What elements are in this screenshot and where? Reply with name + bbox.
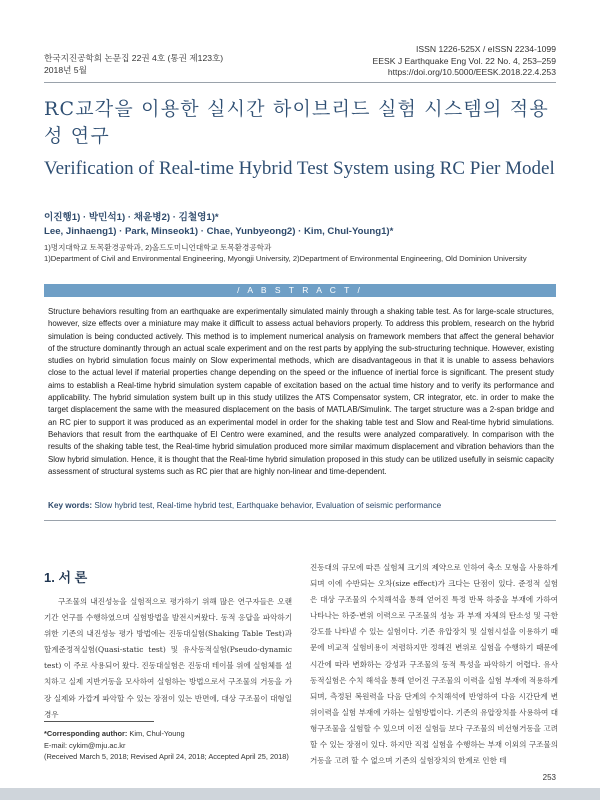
journal-name-en: EESK J Earthquake Eng Vol. 22 No. 4, 253–259: [372, 55, 556, 66]
corresponding-label: *Corresponding author:: [44, 729, 128, 738]
title-korean: RC교각을 이용한 실시간 하이브리드 실험 시스템의 적용성 연구: [44, 98, 549, 147]
keywords: [48, 501, 441, 510]
authors-english: Lee, Jinhaeng1) · Park, Minseok1) · Chae, Yunbyeong2) · Kim, Chul-Young1)*: [44, 226, 394, 237]
title-english: Verification of Real-time Hybrid Test System using RC Pier Model: [44, 158, 555, 179]
issn: ISSN 1226-525X / eISSN 2234-1099: [416, 44, 556, 54]
corresponding-name: Kim, Chul-Young: [127, 729, 185, 738]
body-text-right-column: 진동대의 규모에 따른 실험체 크기의 제약으로 인하여 축소 모형을 사용하게 되며 이에 수반되는 오차(size effect)가 크다는 단점이 있다. 준정적 실험은 대상 구조물의 수치해석을 통해 얻어진 특정 반복 하중을 부재에 가하여 나타나는 하중-변위 이력으로 구조물의 성능 과 부재 자체의 탄소성 및 극한 강도를 나타낼 수 있는 실험이다. 기존 유압장치 및 실험시설을 이용하기 때문에 비교적 실험비용이 저렴하지만 정해진 변위로 실험을 수행하기 때문에 시간에 따라 변화하는 강성과 구조물의 동적 특성을 파악하기 어렵다. 유사동적실험은 수치 해석을 통해 얻어진 구조물의 이력을 실험 부재에 적용하게 되며, 측정된 복원력을 다음 단계의 수치해석에 반영하여 다음 시간단계 변위이력을 실험 부재에 가하는 실험방법이다. 기존의 유압장치를 사용하여 대형구조물을 실험할 수 있으며 이전 실험들 보다 구조물의 비선형거동을 고려할 수 있는 장점이 있다. 하지만 직접 실험을 수행하는 부재 이외의 구조물의 거동을 고려 할 수 없으며 기존의 실험장치의 한계로 인한 테: [310, 563, 558, 766]
body-text-left-column: 구조물의 내진성능을 실험적으로 평가하기 위해 많은 연구자들은 오랜 기간 연구를 수행하였으며 실험방법을 발전시켜왔다. 동적 응답을 파악하기 위한 기존의 내진성능 평가 방법에는 진동대실험(Shaking Table Test)과 할계준정적실험(Quasi-static test) 및 유사동적실험(Pseudo-dynamic test) 이 주로 사용되어 왔다. 진동대실험은 진동대 테이블 위에 실험체를 설치하고 실제 지반거동을 모사하여 실험하는 방법으로서 구조물의 거동을 가장 실제와 가깝게 파악할 수 있는 장점이 있는 반면에, 대상 구조물이 대형일 경우: [44, 597, 292, 719]
header-divider: [44, 82, 556, 83]
journal-header-ko: [44, 52, 223, 76]
page-number: 253: [542, 773, 556, 782]
affiliation-korean: 1)명지대학교 토목환경공학과, 2)올드도미니언대학교 토목환경공학과: [44, 243, 272, 252]
journal-name-ko: 한국지진공학회 논문집 22권 4호 (통권 제123호): [44, 53, 224, 63]
received-dates: (Received March 5, 2018; Revised April 24, 2018; Accepted April 25, 2018): [44, 752, 289, 761]
keywords-list: Slow hybrid test, Real-time hybrid test, Earthquake behavior, Evaluation of seismic performance: [94, 501, 442, 510]
footnote: [44, 728, 289, 763]
footnote-divider: [44, 721, 154, 722]
corresponding-author: [44, 728, 289, 740]
section-heading-introduction: 1. 서 론: [44, 570, 88, 585]
author-email[interactable]: E-mail: cykim@mju.ac.kr: [44, 740, 126, 750]
keywords-divider: [44, 520, 556, 521]
abstract-text: Structure behaviors resulting from an earthquake are experimentally simulated mainly through a shaking table test. As for large-scale structures, however, size effects over a miniature may make it difficult to assess actual behaviors properly. To address this problem, research on the hybrid simulation is being conducted actively. This method is to implement numerical analysis on framework members that affect the general behavior of the structure dominantly through an actual scale experiment and on the rest parts by applying the sub-structuring technique. However, existing studies on hybrid simulation focus mainly on Slow experimental methods, which are disadvantageous in that it is unable to assess behaviors close to the actual level if material properties change depending on the speed or the influence of inertial force is significant. The present study aims to establish a Real-time hybrid simulation system capable of excitation based on the actual time history and to verify its performance and applicability. The hybrid simulation system built up in this study utilizes the ATS Compensator system, CR integrator, etc. in order to make the target displacement the same with the measured displacement on the basis of MATLAB/Simulink. The target structure was a 2-span bridge and an RC pier to support it was produced as an experimental model in order for the shaking table test and Slow and Real-time hybrid simulations. Behaviors that result from the earthquake of El Centro were examined, and the results were analyzed comparatively. In comparison with the results of the shaking table test, the Real-time hybrid simulation produced more similar maximum displacement and vibration behaviors than the Slow hybrid simulation. Hence, it is thought that the Real-time hybrid simulation proposed in this study can be utilized usefully in seismic capacity assessment of structural systems such as RC pier that are highly non-linear and time-dependent.: [48, 307, 554, 476]
affiliation-english: 1)Department of Civil and Environmental Engineering, Myongji University, 2)Department of Environmental Engineering, Old Dominion University: [44, 254, 527, 263]
doi-link[interactable]: https://doi.org/10.5000/EESK.2018.22.4.253: [387, 67, 556, 77]
journal-date-ko: 2018년 5월: [44, 65, 87, 75]
footer-bar: [0, 788, 600, 800]
keywords-label: Key words:: [48, 501, 93, 510]
authors-korean: 이진행1) · 박민석1) · 채윤병2) · 김철영1)*: [44, 212, 219, 223]
abstract-banner: / A B S T R A C T /: [44, 284, 556, 297]
journal-header-en: [373, 44, 556, 79]
